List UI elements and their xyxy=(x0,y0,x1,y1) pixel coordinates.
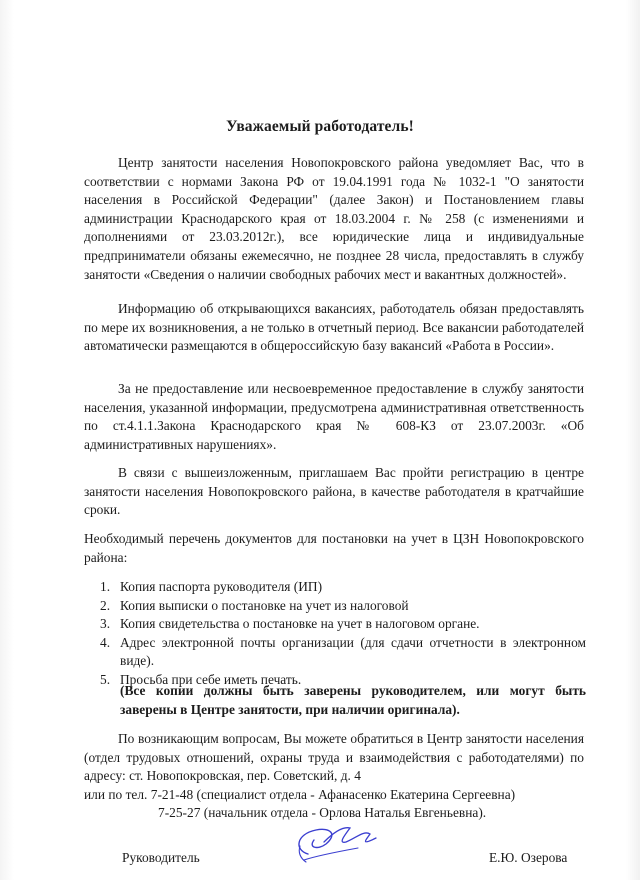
contacts-block xyxy=(84,730,584,823)
documents-list xyxy=(100,578,586,690)
paragraph-documents-intro: Необходимый перечень документов для постановки на учет в ЦЗН Новопокровского района: xyxy=(84,531,584,565)
copies-note: (Все копии должны быть заверены руководителем, или могут быть заверены в Центре занятости, при наличии оригинала). xyxy=(120,683,586,717)
handwritten-signature xyxy=(286,812,396,872)
signer-name: Е.Ю. Озерова xyxy=(489,850,568,865)
list-item: 1. Копия паспорта руководителя (ИП) xyxy=(100,579,323,594)
paragraph-invitation: В связи с вышеизложенным, приглашаем Вас пройти регистрацию в центре занятости населения Новопокровского района, в качестве работодателя в кратчайшие сроки. xyxy=(84,465,584,518)
contacts-intro: По возникающим вопросам, Вы можете обратиться в Центр занятости населения (отдел трудовых отношений, охраны труда и взаимодействия с работодателями) по адресу: ст. Новопокровская, пер. Советский, д. 4 xyxy=(84,731,584,784)
paragraph-vacancies: Информацию об открывающихся вакансиях, работодатель обязан предоставлять по мере их возникновения, а не только в отчетный период. Все вакансии работодателей автоматически размещаются в общероссийскую базу вакансий «Работа в России». xyxy=(84,301,584,354)
paragraph-liability: За не предоставление или несвоевременное предоставление в службу занятости населения, указанной информации, предусмотрена административная ответственность по ст.4.1.1.Закона Краснодарского края № 608-КЗ от 23.07.2003г. «Об административных нарушениях». xyxy=(84,381,584,452)
paragraph-notice: Центр занятости населения Новопокровского района уведомляет Вас, что в соответствии с нормами Закона РФ от 19.04.1991 года № 1032-1 "О занятости населения в Российской Федерации" (далее Закон) и Постановлением главы администрации Краснодарского края от 18.03.2004 г. № 258 (с изменениями и дополнениями от 23.03.2012г.), все юридические лица и индивидуальные предприниматели обязаны ежемесячно, не позднее 28 числа, предоставлять в службу занятости «Сведения о наличии свободных рабочих мест и вакантных должностей». xyxy=(84,155,584,282)
document-title: Уважаемый работодатель! xyxy=(226,118,414,135)
list-item: 5. Просьба при себе иметь печать. xyxy=(100,671,302,687)
contacts-phone-specialist: или по тел. 7-21-48 (специалист отдела - Афанасенко Екатерина Сергеевна) xyxy=(84,786,516,802)
list-item: 3. Копия свидетельства о постановке на учет в налоговом органе. xyxy=(100,616,480,632)
list-item: 2. Копия выписки о постановке на учет из налоговой xyxy=(100,597,409,613)
list-item: 4. Адрес электронной почты организации (для сдачи отчетности в электронном виде). xyxy=(100,634,586,669)
contacts-phone-head: 7-25-27 (начальник отдела - Орлова Наталья Евгеньевна). xyxy=(158,805,487,821)
signer-role: Руководитель xyxy=(122,850,200,865)
